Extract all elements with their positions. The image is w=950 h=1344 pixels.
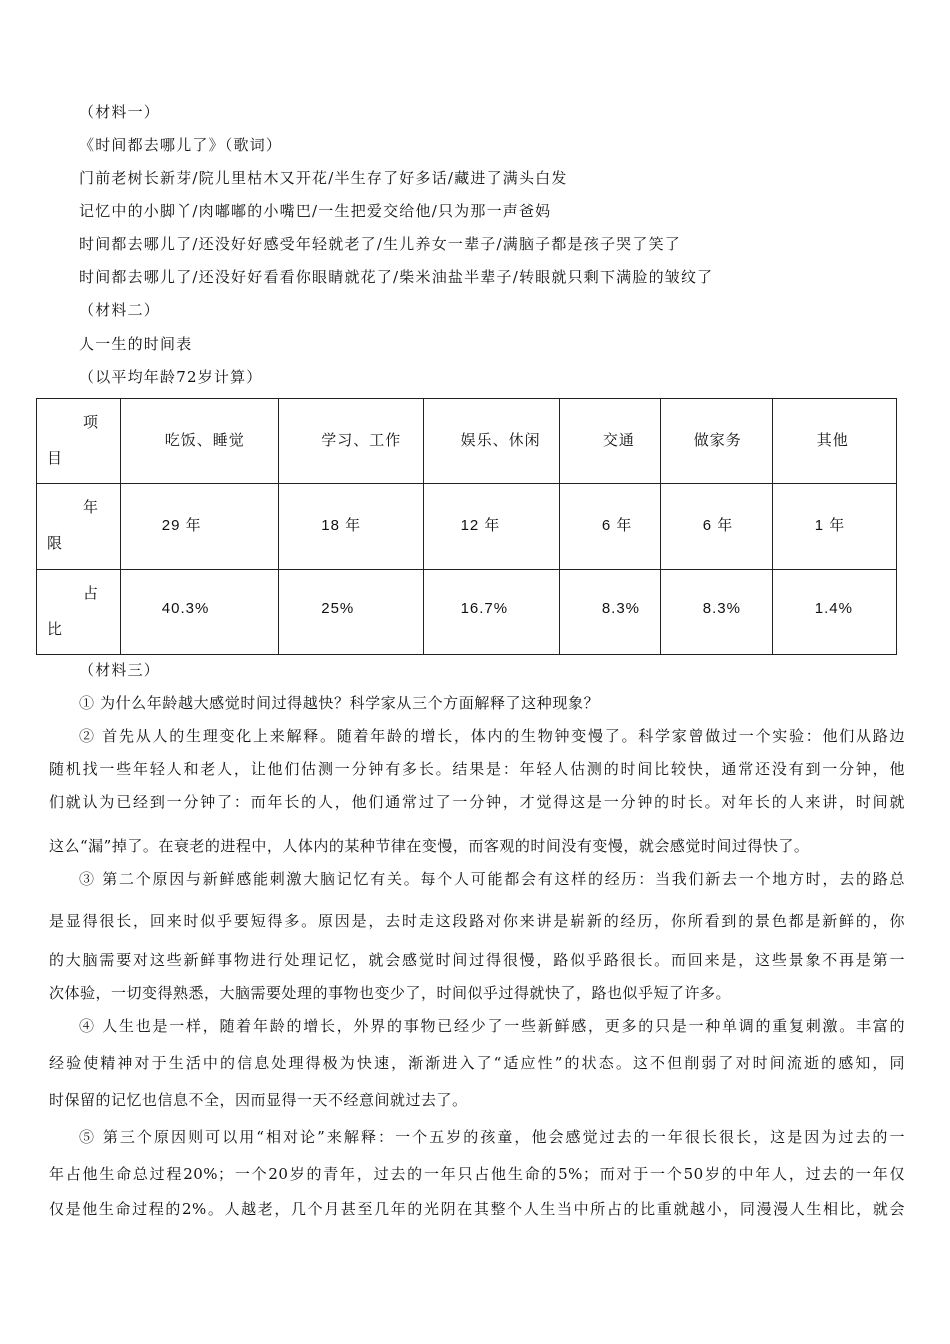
column-header bbox=[120, 399, 278, 484]
column-header bbox=[660, 399, 772, 484]
life-time-table bbox=[36, 398, 897, 655]
lyric-line: 时间都去哪儿了/还没好好感受年轻就老了/生儿养女一辈子/满脑子都是孩子哭了笑了 bbox=[79, 235, 681, 253]
paragraph-3-line: 是显得很长，回来时似乎要短得多。原因是，去时走这段路对你来讲是崭新的经历，你所看到的景色都是新鲜的，你 bbox=[49, 912, 905, 930]
table-row-years bbox=[37, 484, 897, 569]
cell-value: 25% bbox=[321, 599, 355, 617]
cell-value: 12 年 bbox=[460, 517, 501, 535]
cell-value: 1.4% bbox=[814, 599, 853, 617]
column-header-text: 交通 bbox=[602, 431, 635, 449]
column-header bbox=[772, 399, 896, 484]
table-header-row bbox=[37, 399, 897, 484]
cell-value: 1 年 bbox=[814, 517, 846, 535]
table-cell bbox=[279, 569, 423, 654]
row-header-years bbox=[37, 484, 121, 569]
cell-value: 18 年 bbox=[321, 517, 362, 535]
lyric-line: 门前老树长新芽/院儿里枯木又开花/半生存了好多话/藏进了满头白发 bbox=[79, 169, 568, 187]
column-header-text: 做家务 bbox=[693, 431, 742, 449]
column-header bbox=[559, 399, 660, 484]
table-cell bbox=[120, 569, 278, 654]
paragraph-5-line: 年占他生命总过程20%；一个20岁的青年，过去的一年只占他生命的5%；而对于一个50岁的中年人，过去的一年仅 bbox=[49, 1165, 905, 1183]
table-cell bbox=[660, 484, 772, 569]
table-cell bbox=[559, 484, 660, 569]
material-one-label: （材料一） bbox=[79, 103, 161, 121]
paragraph-2-line: 随机找一些年轻人和老人，让他们估测一分钟有多长。结果是：年轻人估测的时间比较快，通常还没有到一分钟，他 bbox=[49, 760, 905, 778]
paragraph-5-line: ⑤ 第三个原因则可以用“相对论”来解释：一个五岁的孩童，他会感觉过去的一年很长很长，这是因为过去的一 bbox=[79, 1128, 905, 1146]
cell-value: 6 年 bbox=[702, 517, 734, 535]
lyric-line: 时间都去哪儿了/还没好好看看你眼睛就花了/柴米油盐半辈子/转眼就只剩下满脸的皱纹了 bbox=[79, 268, 714, 286]
column-header-text: 学习、工作 bbox=[321, 431, 402, 449]
column-header bbox=[279, 399, 423, 484]
row-header-text: 比 bbox=[47, 619, 63, 638]
row-header-text: 年 bbox=[83, 498, 99, 517]
column-header-text: 其他 bbox=[816, 431, 849, 449]
cell-value: 40.3% bbox=[161, 599, 210, 617]
table-note: （以平均年龄72岁计算） bbox=[79, 368, 263, 386]
paragraph-4-line: ④ 人生也是一样，随着年龄的增长，外界的事物已经少了一些新鲜感，更多的只是一种单调的重复刺激。丰富的 bbox=[79, 1017, 905, 1035]
paragraph-3-line: ③ 第二个原因与新鲜感能刺激大脑记忆有关。每个人可能都会有这样的经历：当我们新去一个地方时，去的路总 bbox=[79, 870, 905, 888]
row-header-text: 占 bbox=[83, 583, 99, 602]
paragraph-4-line: 经验使精神对于生活中的信息处理得极为快速，渐渐进入了“适应性”的状态。这不但削弱了对时间流逝的感知，同 bbox=[49, 1054, 905, 1072]
table-cell bbox=[279, 484, 423, 569]
table-cell bbox=[772, 569, 896, 654]
table-title: 人一生的时间表 bbox=[79, 335, 193, 353]
paragraph-2-line: 这么“漏”掉了。在衰老的进程中，人体内的某种节律在变慢，而客观的时间没有变慢，就会感觉时间过得快了。 bbox=[49, 837, 810, 855]
table-cell bbox=[772, 484, 896, 569]
cell-value: 8.3% bbox=[601, 599, 641, 617]
paragraph-2-line: 们就认为已经到一分钟了：而年长的人，他们通常过了一分钟，才觉得这是一分钟的时长。对年长的人来讲，时间就 bbox=[49, 793, 905, 811]
table-cell bbox=[559, 569, 660, 654]
row-header-text: 目 bbox=[47, 449, 63, 467]
material-three-label: （材料三） bbox=[79, 661, 161, 679]
paragraph-4-line: 时保留的记忆也信息不全，因而显得一天不经意间就过去了。 bbox=[49, 1091, 468, 1109]
cell-value: 16.7% bbox=[460, 599, 509, 617]
table-cell bbox=[120, 484, 278, 569]
column-header bbox=[423, 399, 559, 484]
cell-value: 8.3% bbox=[702, 599, 741, 617]
paragraph-3-line: 次体验，一切变得熟悉，大脑需要处理的事物也变少了，时间似乎过得就快了，路也似乎短了许多。 bbox=[49, 984, 732, 1002]
paragraph-5-line: 仅是他生命过程的2%。人越老，几个月甚至几年的光阴在其整个人生当中所占的比重就越小，同漫漫人生相比，就会 bbox=[49, 1200, 905, 1218]
column-header-text: 娱乐、休闲 bbox=[460, 431, 541, 449]
row-header-text: 项 bbox=[83, 413, 99, 431]
table-cell bbox=[660, 569, 772, 654]
column-header-text: 吃饭、睡觉 bbox=[164, 431, 245, 449]
lyric-line: 记忆中的小脚丫/肉嘟嘟的小嘴巴/一生把爱交给他/只为那一声爸妈 bbox=[79, 202, 552, 220]
row-header-text: 限 bbox=[47, 534, 63, 553]
paragraph-3-line: 的大脑需要对这些新鲜事物进行处理记忆，就会感觉时间过得很慢，路似乎路很长。而回来是，这些景象不再是第一 bbox=[49, 951, 905, 969]
table-cell bbox=[423, 484, 559, 569]
song-title: 《时间都去哪儿了》（歌词） bbox=[79, 136, 283, 154]
material-two-label: （材料二） bbox=[79, 301, 161, 319]
row-header-item bbox=[37, 399, 121, 484]
table-cell bbox=[423, 569, 559, 654]
row-header-percent bbox=[37, 569, 121, 654]
cell-value: 29 年 bbox=[161, 517, 202, 535]
cell-value: 6 年 bbox=[601, 517, 633, 535]
table-row-percent bbox=[37, 569, 897, 654]
paragraph-1-line: ① 为什么年龄越大感觉时间过得越快？科学家从三个方面解释了这种现象？ bbox=[79, 694, 600, 712]
paragraph-2-line: ② 首先从人的生理变化上来解释。随着年龄的增长，体内的生物钟变慢了。科学家曾做过一个实验：他们从路边 bbox=[79, 727, 905, 745]
